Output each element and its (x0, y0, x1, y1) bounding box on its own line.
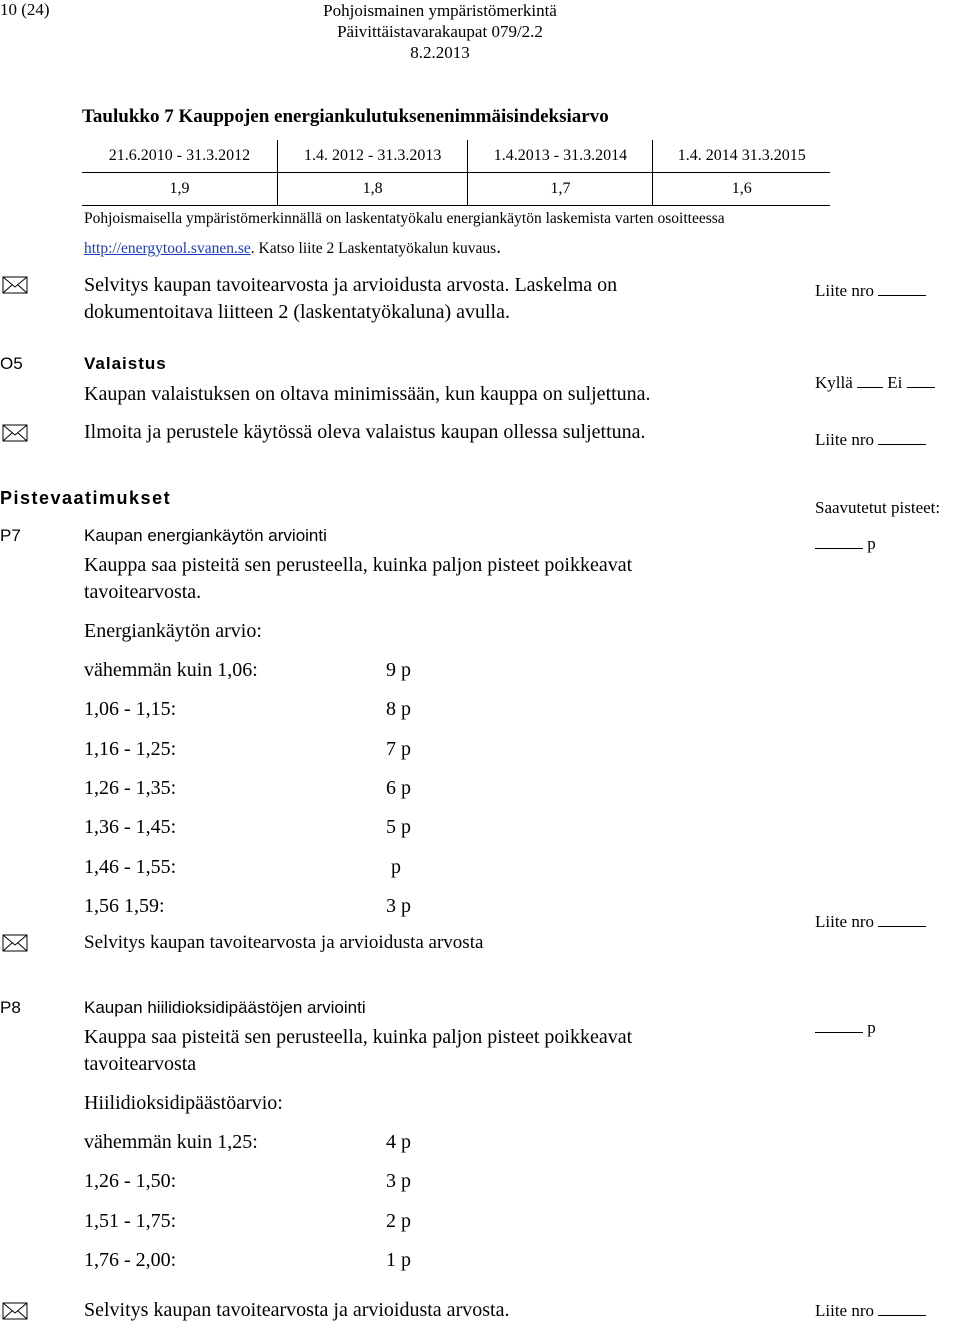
score-range: 1,51 - 1,75: (84, 1209, 177, 1232)
requirement-line: dokumentoitava liitteen 2 (laskentatyökaluna) avulla. (84, 301, 510, 323)
no-blank[interactable] (907, 386, 935, 388)
score-points: 6 p (386, 776, 411, 799)
document-header (320, 0, 560, 63)
attachment-field[interactable] (815, 912, 926, 932)
attachment-label: Liite nro (815, 430, 875, 449)
score-points: 3 p (386, 894, 411, 917)
envelope-icon (2, 1302, 28, 1320)
table-title: Taulukko 7 Kauppojen energiankulutuksenenimmäisindeksiarvo (82, 106, 609, 127)
table-row (82, 140, 830, 173)
score-points: 1 p (386, 1248, 411, 1271)
attachment-blank[interactable] (878, 443, 926, 445)
table-row (82, 173, 830, 206)
score-points: p (386, 855, 401, 878)
requirement-description: Kaupan valaistuksen on oltava minimissään, kun kauppa on suljettuna. (84, 383, 651, 405)
requirement-text: Selvitys kaupan tavoitearvosta ja arvioidusta arvosta (84, 932, 484, 953)
requirement-code: O5 (0, 354, 23, 373)
requirement-text: Selvitys kaupan tavoitearvosta ja arvioidusta arvosta. (84, 1299, 510, 1321)
score-points: 8 p (386, 698, 411, 721)
requirement-description (84, 1024, 632, 1078)
table-note-line2 (84, 236, 501, 259)
score-blank[interactable] (815, 547, 863, 549)
attachment-label: Liite nro (815, 281, 875, 300)
score-range: 1,76 - 2,00: (84, 1248, 177, 1271)
requirement-title: Kaupan energiankäytön arviointi (84, 526, 327, 545)
period-cell: 1.4. 2012 - 31.3.2013 (277, 140, 468, 173)
requirement-text (84, 272, 617, 326)
table-note: Pohjoismaisella ympäristömerkinnällä on laskentatyökalu energiankäytön laskemista varten osoitteessa (84, 210, 725, 227)
period-cell: 21.6.2010 - 31.3.2012 (82, 140, 277, 173)
attachment-blank[interactable] (878, 294, 926, 296)
score-range: 1,56 1,59: (84, 894, 165, 917)
score-range: vähemmän kuin 1,25: (84, 1131, 258, 1153)
header-date: 8.2.2013 (410, 43, 470, 62)
requirement-title: Valaistus (84, 354, 167, 373)
achieved-points-label: Saavutetut pisteet: (815, 498, 941, 517)
yes-no-field[interactable] (815, 373, 935, 393)
assessment-label: Hiilidioksidipäästöarvio: (84, 1092, 283, 1114)
score-range: 1,26 - 1,35: (84, 776, 177, 799)
score-range: 1,06 - 1,15: (84, 698, 177, 721)
score-field[interactable] (815, 1018, 876, 1038)
score-range: 1,16 - 1,25: (84, 737, 177, 760)
section-heading: Pistevaatimukset (0, 488, 172, 508)
score-points: 5 p (386, 816, 411, 839)
score-range: 1,26 - 1,50: (84, 1170, 177, 1193)
page-number: 10 (24) (0, 0, 50, 19)
header-doc: Päivittäistavarakaupat 079/2.2 (337, 22, 543, 41)
value-cell: 1,6 (653, 173, 830, 206)
no-label: Ei (887, 373, 903, 392)
score-unit: p (867, 534, 876, 553)
value-cell: 1,8 (277, 173, 468, 206)
score-points: 7 p (386, 737, 411, 760)
note-text: . Katso liite 2 Laskentatyökalun kuvaus (250, 240, 497, 257)
score-range: 1,46 - 1,55: (84, 855, 177, 878)
value-cell: 1,7 (468, 173, 653, 206)
score-range: vähemmän kuin 1,06: (84, 659, 258, 681)
attachment-label: Liite nro (815, 1301, 875, 1320)
period-cell: 1.4. 2014 31.3.2015 (653, 140, 830, 173)
description-line: Kauppa saa pisteitä sen perusteella, kuinka paljon pisteet poikkeavat (84, 554, 633, 576)
yes-label: Kyllä (815, 373, 853, 392)
attachment-field[interactable] (815, 1301, 926, 1321)
envelope-icon (2, 276, 28, 294)
score-field[interactable] (815, 534, 876, 554)
energy-index-table (82, 140, 830, 206)
header-org: Pohjoismainen ympäristömerkintä (323, 1, 557, 20)
description-line: Kauppa saa pisteitä sen perusteella, kuinka paljon pisteet poikkeavat (84, 1026, 633, 1048)
requirement-title: Kaupan hiilidioksidipäästöjen arviointi (84, 998, 366, 1017)
score-points: 9 p (386, 659, 411, 681)
attachment-label: Liite nro (815, 912, 875, 931)
attachment-blank[interactable] (878, 925, 926, 927)
envelope-icon (2, 424, 28, 442)
period-cell: 1.4.2013 - 31.3.2014 (468, 140, 653, 173)
description-line: tavoitearvosta. (84, 581, 202, 603)
requirement-code: P7 (0, 526, 21, 545)
score-points: 2 p (386, 1209, 411, 1232)
attachment-field[interactable] (815, 281, 926, 301)
requirement-line: Selvitys kaupan tavoitearvosta ja arvioidusta arvosta. Laskelma on (84, 274, 618, 296)
score-points: 3 p (386, 1170, 411, 1193)
yes-blank[interactable] (857, 386, 883, 388)
value-cell: 1,9 (82, 173, 277, 206)
attachment-field[interactable] (815, 430, 926, 450)
assessment-label: Energiankäytön arvio: (84, 620, 262, 642)
score-blank[interactable] (815, 1031, 863, 1033)
requirement-code: P8 (0, 998, 21, 1017)
energytool-link[interactable]: http://energytool.svanen.se (84, 240, 251, 257)
score-unit: p (867, 1018, 876, 1037)
attachment-blank[interactable] (878, 1314, 926, 1316)
note-period: . (496, 236, 502, 258)
envelope-icon (2, 934, 28, 952)
requirement-text: Ilmoita ja perustele käytössä oleva valaistus kaupan ollessa suljettuna. (84, 421, 646, 443)
score-range: 1,36 - 1,45: (84, 816, 177, 839)
description-line: tavoitearvosta (84, 1053, 197, 1075)
score-points: 4 p (386, 1131, 411, 1153)
requirement-description (84, 552, 632, 606)
